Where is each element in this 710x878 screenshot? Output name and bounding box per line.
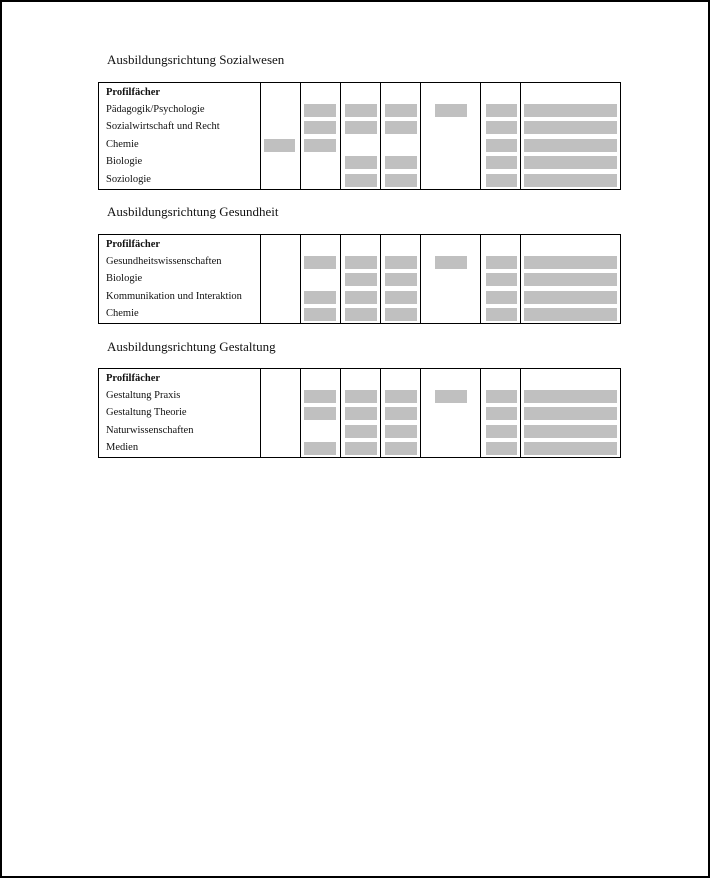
shaded-cell — [486, 174, 517, 187]
shaded-cell — [524, 121, 617, 134]
shaded-cell — [435, 104, 467, 117]
shaded-cell — [435, 390, 467, 403]
shaded-cell — [486, 121, 517, 134]
subject-label: Gesundheitswissenschaften — [106, 255, 222, 267]
shaded-cell — [524, 273, 617, 286]
table-row — [99, 153, 620, 171]
shaded-cell — [524, 442, 617, 455]
shaded-cell — [486, 256, 517, 269]
shaded-cell — [486, 291, 517, 304]
shaded-cell — [385, 156, 417, 169]
shaded-cell — [385, 121, 417, 134]
header-label: Profilfächer — [106, 373, 161, 384]
shaded-cell — [264, 139, 295, 152]
shaded-cell — [385, 104, 417, 117]
subject-label: Chemie — [106, 308, 139, 320]
shaded-cell — [304, 390, 336, 403]
shaded-cell — [385, 390, 417, 403]
table-row — [99, 171, 620, 189]
shaded-cell — [345, 425, 377, 438]
section-title: Ausbildungsrichtung Gestaltung — [107, 339, 276, 354]
shaded-cell — [524, 139, 617, 152]
subject-label: Biologie — [106, 273, 143, 285]
shaded-cell — [486, 308, 517, 321]
shaded-cell — [345, 291, 377, 304]
header-row — [99, 370, 620, 388]
shaded-cell — [304, 256, 336, 269]
header-row — [99, 236, 620, 254]
subject-label: Chemie — [106, 138, 139, 150]
shaded-cell — [304, 121, 336, 134]
subject-label: Gestaltung Theorie — [106, 407, 187, 419]
shaded-cell — [486, 273, 517, 286]
shaded-cell — [524, 291, 617, 304]
table-row — [99, 270, 620, 288]
shaded-cell — [385, 291, 417, 304]
section-title: Ausbildungsrichtung Sozialwesen — [107, 52, 285, 67]
table-row — [99, 253, 620, 271]
shaded-cell — [385, 273, 417, 286]
shaded-cell — [385, 308, 417, 321]
shaded-cell — [345, 308, 377, 321]
header-label: Profilfächer — [106, 239, 161, 250]
shaded-cell — [524, 256, 617, 269]
shaded-cell — [385, 256, 417, 269]
shaded-cell — [304, 104, 336, 117]
shaded-cell — [524, 308, 617, 321]
shaded-cell — [524, 390, 617, 403]
shaded-cell — [486, 104, 517, 117]
shaded-cell — [345, 156, 377, 169]
profile-subjects-table — [98, 368, 621, 458]
table-row — [99, 101, 620, 119]
shaded-cell — [385, 174, 417, 187]
subject-label: Biologie — [106, 156, 143, 168]
header-label: Profilfächer — [106, 87, 161, 98]
shaded-cell — [486, 407, 517, 420]
shaded-cell — [524, 174, 617, 187]
subject-label: Kommunikation und Interaktion — [106, 290, 242, 302]
section-title: Ausbildungsrichtung Gesundheit — [107, 204, 279, 219]
table-row — [99, 118, 620, 136]
shaded-cell — [345, 390, 377, 403]
table-row — [99, 288, 620, 306]
shaded-cell — [435, 256, 467, 269]
shaded-cell — [385, 407, 417, 420]
shaded-cell — [524, 156, 617, 169]
profile-subjects-table — [98, 82, 621, 190]
shaded-cell — [486, 442, 517, 455]
shaded-cell — [304, 407, 336, 420]
shaded-cell — [345, 174, 377, 187]
shaded-cell — [345, 121, 377, 134]
shaded-cell — [486, 156, 517, 169]
shaded-cell — [304, 442, 336, 455]
header-row — [99, 84, 620, 102]
subject-label: Pädagogik/Psychologie — [106, 103, 205, 115]
shaded-cell — [524, 425, 617, 438]
table-row — [99, 422, 620, 440]
table-row — [99, 305, 620, 323]
shaded-cell — [385, 442, 417, 455]
shaded-cell — [304, 139, 336, 152]
shaded-cell — [304, 291, 336, 304]
table-row — [99, 136, 620, 154]
shaded-cell — [524, 104, 617, 117]
subject-label: Medien — [106, 442, 139, 454]
shaded-cell — [345, 256, 377, 269]
shaded-cell — [385, 425, 417, 438]
shaded-cell — [524, 407, 617, 420]
shaded-cell — [345, 104, 377, 117]
shaded-cell — [345, 407, 377, 420]
shaded-cell — [304, 308, 336, 321]
subject-label: Gestaltung Praxis — [106, 389, 181, 401]
table-row — [99, 404, 620, 422]
profile-subjects-table — [98, 234, 621, 324]
table-row — [99, 439, 620, 457]
shaded-cell — [345, 442, 377, 455]
table-row — [99, 387, 620, 405]
shaded-cell — [486, 390, 517, 403]
shaded-cell — [486, 139, 517, 152]
subject-label: Naturwissenschaften — [106, 424, 194, 436]
shaded-cell — [486, 425, 517, 438]
subject-label: Soziologie — [106, 173, 151, 185]
subject-label: Sozialwirtschaft und Recht — [106, 121, 220, 133]
shaded-cell — [345, 273, 377, 286]
